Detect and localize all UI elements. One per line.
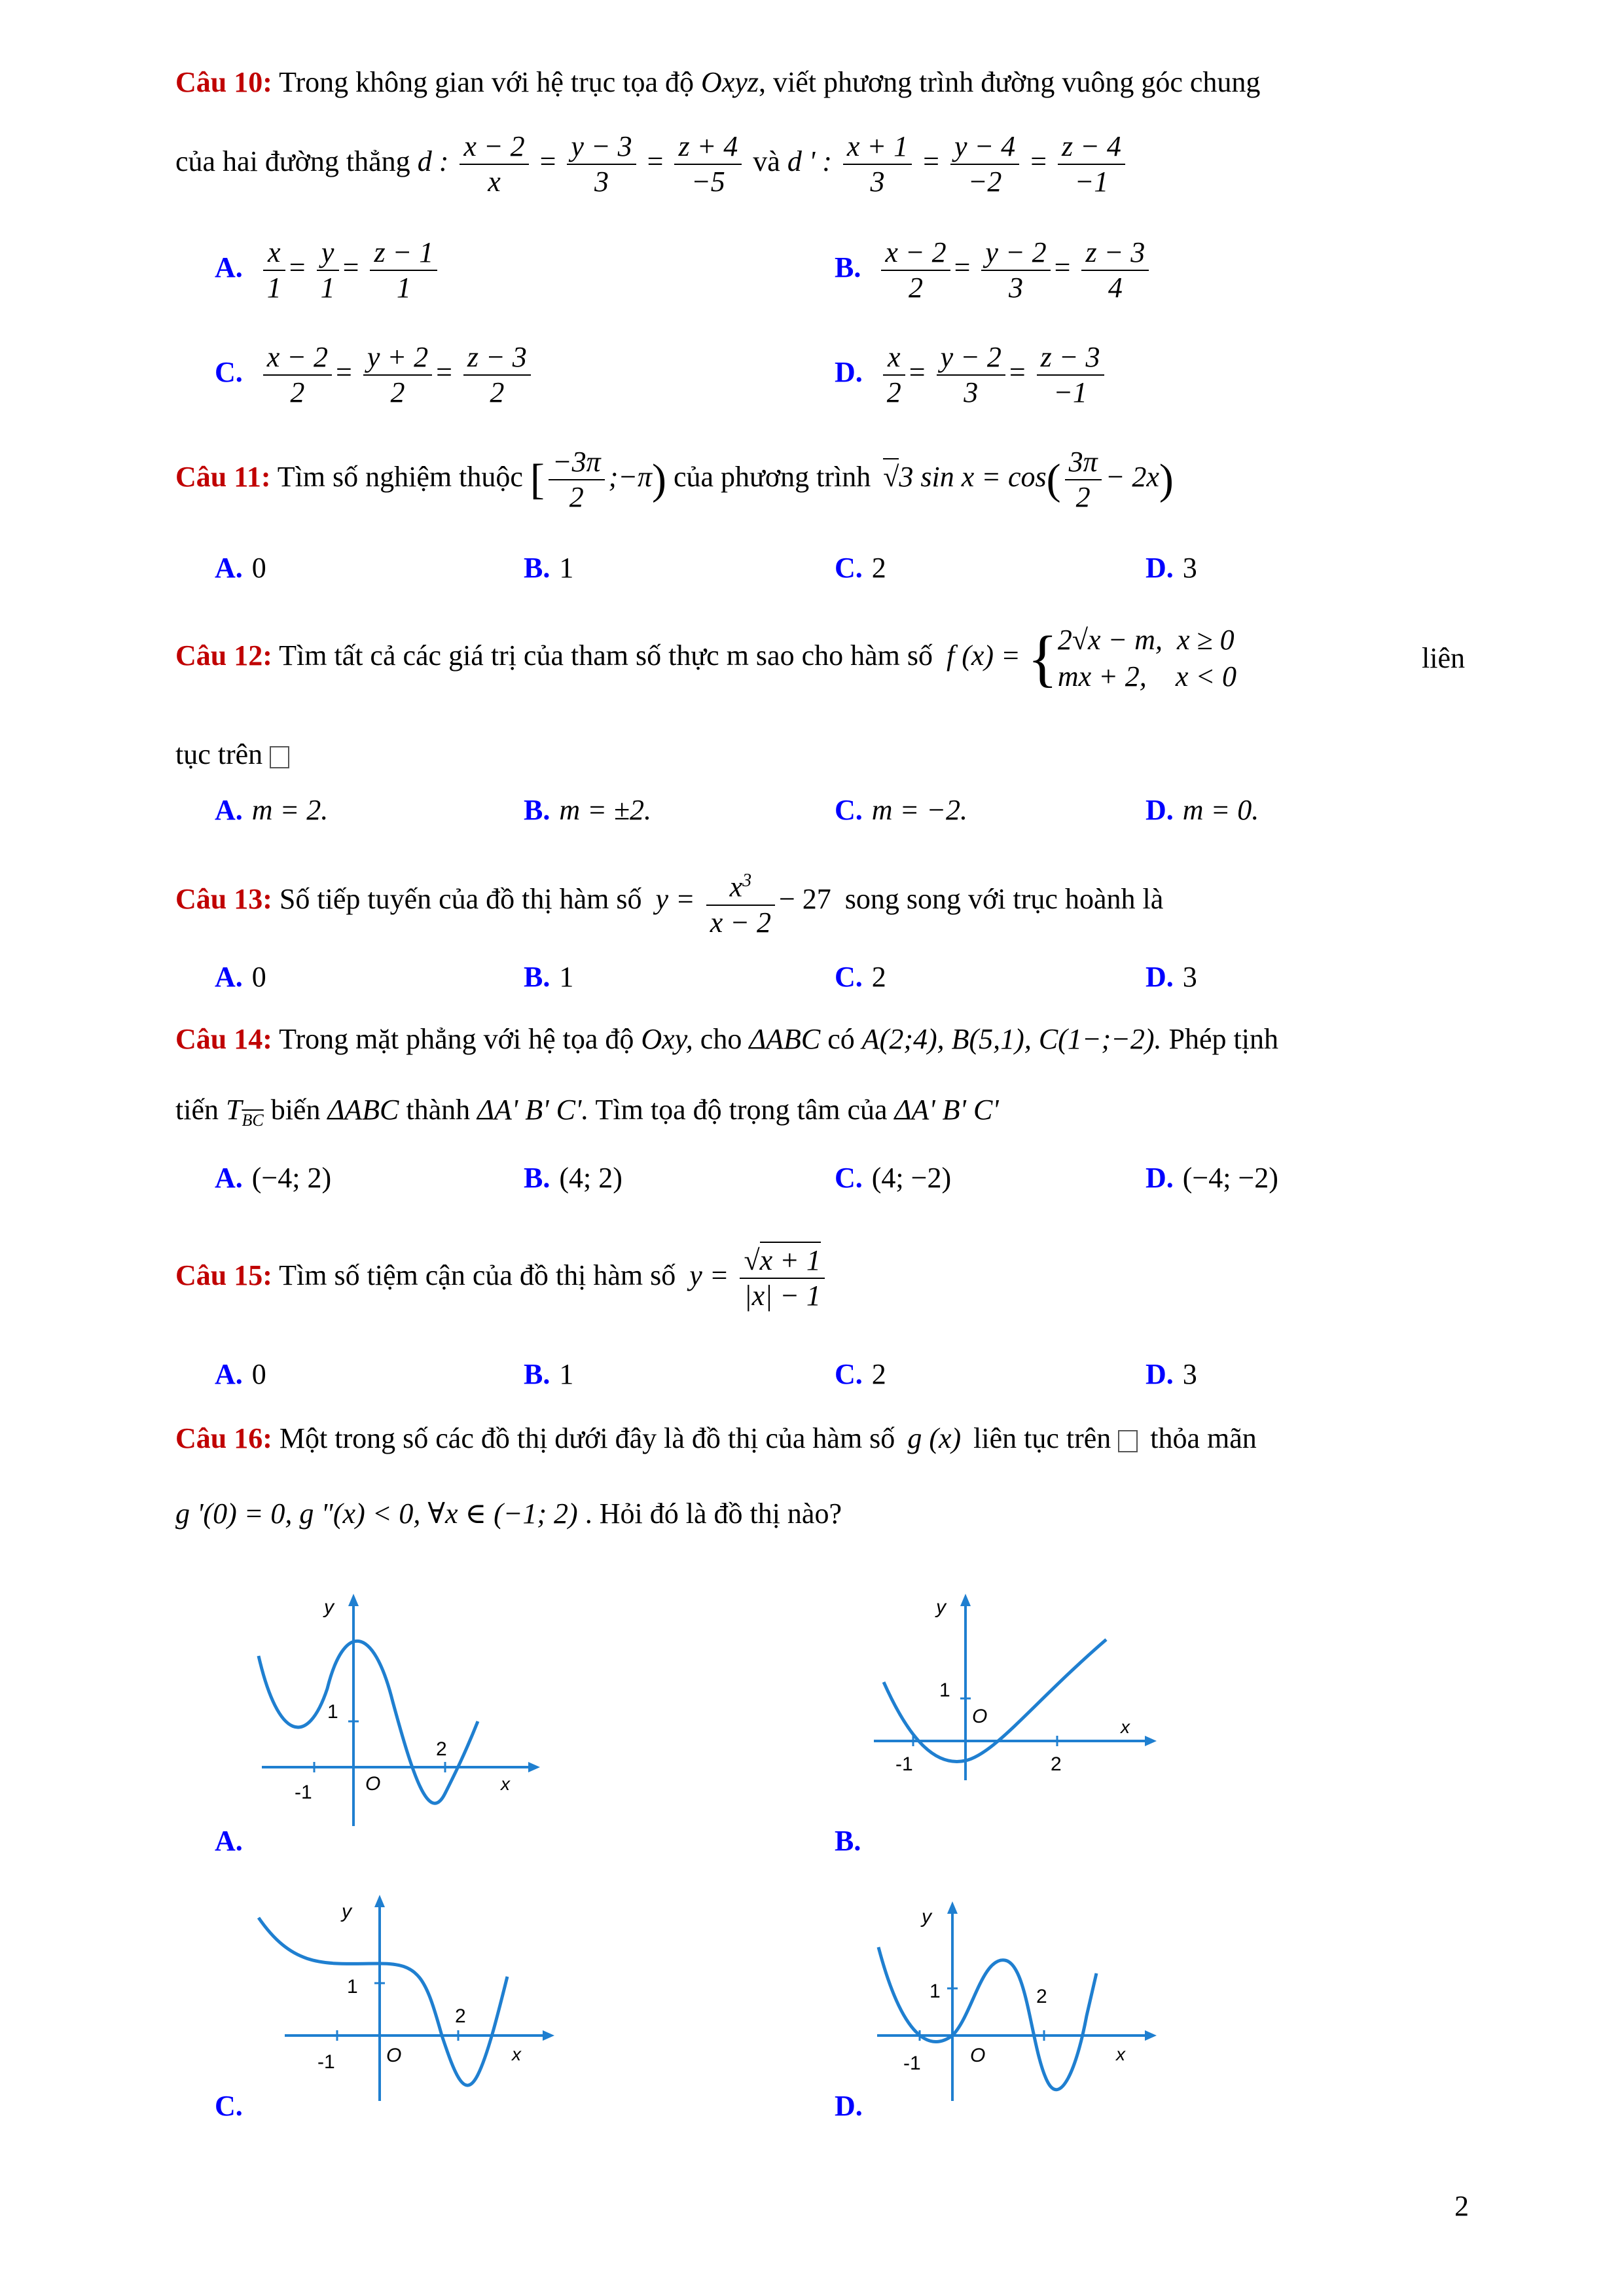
q15-option-c[interactable]: C. 2	[835, 1358, 886, 1390]
real-numbers-icon	[1118, 1430, 1138, 1452]
q12-label: Câu 12:	[175, 639, 272, 672]
q15-option-a[interactable]: A. 0	[215, 1358, 266, 1390]
q13-line: Câu 13: Số tiếp tuyến của đồ thị hàm số y = $\frac{x^3}{x - 2}$ − 27 song song với trục hoành là	[175, 864, 1163, 940]
q16-label: Câu 16:	[175, 1422, 272, 1454]
q14-triangle3: ΔA' B' C'.	[477, 1094, 589, 1126]
q16-text2: liên tục trên	[973, 1422, 1111, 1454]
q16-option-d[interactable]: D.	[835, 2090, 863, 2122]
q14-option-d[interactable]: D. (−4; −2)	[1146, 1162, 1278, 1194]
svg-text:O: O	[365, 1773, 381, 1795]
svg-text:1: 1	[939, 1679, 950, 1701]
svg-text:2: 2	[1051, 1753, 1062, 1775]
q16-line2	[175, 1496, 842, 1532]
q13-fraction: $\frac{x^3}{x - 2}$	[706, 864, 775, 940]
q11-text2: của phương trình	[673, 461, 871, 493]
graph-b	[864, 1584, 1172, 1826]
curve-c	[259, 1918, 507, 2085]
option-label: A.	[215, 251, 243, 284]
q11-equation: 3 sin x = cos	[899, 461, 1047, 493]
q10-dp-lhs: d ' :	[787, 145, 832, 178]
q14-text4: Phép tịnh	[1168, 1023, 1278, 1055]
svg-text:y: y	[922, 1906, 931, 1928]
q13-option-d[interactable]: D. 3	[1146, 961, 1197, 993]
q14-points: A(2;4), B(5,1), C(1−;−2).	[861, 1023, 1162, 1055]
svg-text:2: 2	[436, 1738, 447, 1760]
q12-lien: liên	[1422, 642, 1465, 674]
q13-option-c[interactable]: C. 2	[835, 961, 886, 993]
q14-option-b[interactable]: B. (4; 2)	[524, 1162, 623, 1194]
q13-option-a[interactable]: A. 0	[215, 961, 266, 993]
svg-text:1: 1	[327, 1701, 338, 1723]
q11-option-c[interactable]: C. 2	[835, 552, 886, 584]
q10-line2	[175, 130, 1129, 199]
q10-text1: Trong không gian với hệ trục tọa độ	[279, 66, 695, 98]
q14-text5: tiến	[175, 1094, 219, 1126]
q10-option-b[interactable]: B. $\frac{x - 2}{2}$ = $\frac{y - 2}{3}$ = $\frac{z - 3}{4}$	[835, 236, 1153, 305]
q14-text7: thành	[406, 1094, 471, 1126]
q14-text2: cho	[700, 1023, 742, 1055]
svg-text:y: y	[342, 1901, 352, 1922]
q15-line	[175, 1244, 829, 1313]
q10-dp-frac2: $\frac{y - 4}{-2}$	[950, 130, 1019, 199]
svg-text:x: x	[501, 1774, 510, 1794]
q16-option-b[interactable]: B.	[835, 1825, 861, 1857]
q12-option-b[interactable]: B. m = ±2.	[524, 794, 651, 826]
q10-d-frac1: $\frac{x - 2}{x}$	[460, 130, 528, 199]
q12-line1: Câu 12: Tìm tất cả các giá trị của tham số thực m sao cho hàm số f (x) = { 2√x − m, x ≥ 0 mx + 2, x < 0	[175, 622, 1236, 695]
q16-text3: thỏa mãn	[1150, 1422, 1257, 1454]
q11-option-a[interactable]: A. 0	[215, 552, 266, 584]
svg-text:O: O	[386, 2045, 402, 2066]
q10-d-lhs: d :	[417, 145, 449, 178]
option-label: D.	[835, 356, 863, 389]
q16-text4: . Hỏi đó là đồ thị nào?	[585, 1498, 842, 1530]
q14-text3: có	[827, 1023, 855, 1055]
q11-line: Câu 11: Tìm số nghiệm thuộc [ $\frac{-3\pi}{2}$ ;−π) của phương trình √3 sin x = cos( $\frac{3\pi}{2}$ − 2x)	[175, 446, 1174, 513]
svg-text:x: x	[1121, 1717, 1130, 1737]
svg-text:y: y	[324, 1596, 334, 1618]
q13-y: y =	[655, 882, 695, 915]
q14-line1	[175, 1021, 1278, 1058]
q14-line2: tiến $T_{\overline{BC}}$ biến ΔABC thành ΔA' B' C'. Tìm tọa độ trọng tâm của ΔA' B' C'	[175, 1094, 999, 1130]
q16-option-c[interactable]: C.	[215, 2090, 243, 2122]
svg-text:2: 2	[1036, 1986, 1047, 2007]
q15-label: Câu 15:	[175, 1259, 272, 1292]
q14-text1: Trong mặt phẳng với hệ tọa độ	[279, 1023, 634, 1055]
q12-line2	[175, 736, 289, 773]
svg-text:x: x	[1116, 2044, 1125, 2064]
q10-option-a[interactable]: A. $\frac{x}{1}$ = $\frac{y}{1}$ = $\frac{z - 1}{1}$	[215, 236, 441, 305]
q11-label: Câu 11:	[175, 461, 271, 493]
q12-cases: 2√x − m, x ≥ 0 mx + 2, x < 0	[1057, 624, 1237, 692]
q16-condition: g '(0) = 0, g "(x) < 0, ∀x ∈ (−1; 2)	[175, 1498, 578, 1530]
q10-oxyz: Oxyz	[701, 66, 759, 98]
q10-option-d[interactable]: D. $\frac{x}{2}$ = $\frac{y - 2}{3}$ = $\frac{z - 3}{-1}$	[835, 340, 1108, 410]
svg-text:2: 2	[455, 2005, 466, 2027]
q13-text1: Số tiếp tuyến của đồ thị hàm số	[279, 882, 642, 915]
q16-text1: Một trong số các đồ thị dưới đây là đồ thị của hàm số	[279, 1422, 895, 1454]
q13-label: Câu 13:	[175, 882, 272, 915]
q16-option-a[interactable]: A.	[215, 1825, 243, 1857]
q12-fx: f (x) =	[946, 639, 1020, 672]
svg-text:x: x	[512, 2044, 521, 2064]
q10-text3: của hai đường thẳng	[175, 145, 410, 178]
q10-eq: =	[923, 145, 939, 178]
q14-triangle2: ΔABC	[327, 1094, 399, 1126]
svg-text:O: O	[972, 1706, 988, 1727]
svg-text:-1: -1	[903, 2053, 921, 2074]
q10-eq: =	[539, 145, 556, 178]
real-numbers-icon	[270, 746, 289, 768]
q10-d-frac3: $\frac{z + 4}{-5}$	[674, 130, 742, 199]
svg-text:-1: -1	[895, 1753, 913, 1775]
graph-d	[864, 1885, 1172, 2121]
svg-text:1: 1	[929, 1981, 941, 2002]
q12-text1: Tìm tất cả các giá trị của tham số thực m sao cho hàm số	[279, 639, 933, 672]
q14-option-a[interactable]: A. (−4; 2)	[215, 1162, 332, 1194]
q10-and: và	[753, 145, 780, 178]
svg-text:O: O	[970, 2045, 986, 2066]
graph-c	[255, 1885, 563, 2121]
svg-text:1: 1	[347, 1976, 358, 1998]
page-number: 2	[1454, 2190, 1469, 2222]
q15-option-d[interactable]: D. 3	[1146, 1358, 1197, 1390]
q16-gx: g (x)	[907, 1422, 962, 1454]
q14-option-c[interactable]: C. (4; −2)	[835, 1162, 952, 1194]
svg-text:y: y	[936, 1596, 946, 1618]
q10-d-frac2: $\frac{y - 3}{3}$	[567, 130, 636, 199]
svg-text:-1: -1	[317, 2051, 335, 2073]
q15-option-b[interactable]: B. 1	[524, 1358, 574, 1390]
q15-y: y =	[689, 1259, 729, 1292]
q15-fraction: $\frac{√x + 1}{|x| - 1}$	[740, 1244, 824, 1313]
option-label: C.	[215, 356, 243, 389]
q12-option-c[interactable]: C. m = −2.	[835, 794, 967, 826]
q11-option-b[interactable]: B. 1	[524, 552, 574, 584]
q15-text1: Tìm số tiệm cận của đồ thị hàm số	[279, 1259, 676, 1292]
q13-option-b[interactable]: B. 1	[524, 961, 574, 993]
q10-line1	[175, 64, 1260, 101]
q14-label: Câu 14:	[175, 1023, 272, 1055]
q12-text3: tục trên	[175, 738, 263, 770]
option-label: B.	[835, 251, 861, 284]
q14-oxy: Oxy,	[641, 1023, 693, 1055]
q14-triangle: ΔABC	[749, 1023, 821, 1055]
q11-text1: Tìm số nghiệm thuộc	[277, 461, 523, 493]
graph-a	[242, 1584, 550, 1826]
curve-b	[884, 1640, 1106, 1762]
svg-text:-1: -1	[295, 1782, 312, 1803]
q10-dp-frac3: $\frac{z - 4}{-1}$	[1058, 130, 1125, 199]
q10-option-c[interactable]: C. $\frac{x - 2}{2}$ = $\frac{y + 2}{2}$ = $\frac{z - 3}{2}$	[215, 340, 535, 410]
q10-text2: , viết phương trình đường vuông góc chung	[759, 66, 1261, 98]
q14-text8: Tìm tọa độ trọng tâm của	[595, 1094, 888, 1126]
q14-triangle4: ΔA' B' C'	[894, 1094, 999, 1126]
q14-translation: T	[225, 1094, 242, 1126]
q10-label: Câu 10:	[175, 66, 272, 98]
q12-option-d[interactable]: D. m = 0.	[1146, 794, 1259, 826]
q12-option-a[interactable]: A. m = 2.	[215, 794, 329, 826]
q10-dp-frac1: $\frac{x + 1}{3}$	[843, 130, 912, 199]
q16-line1	[175, 1420, 1257, 1457]
q11-option-d[interactable]: D. 3	[1146, 552, 1197, 584]
q10-eq: =	[1030, 145, 1047, 178]
q14-text6: biến	[270, 1094, 321, 1126]
q13-text2: song song với trục hoành là	[844, 882, 1164, 915]
q10-eq: =	[647, 145, 664, 178]
